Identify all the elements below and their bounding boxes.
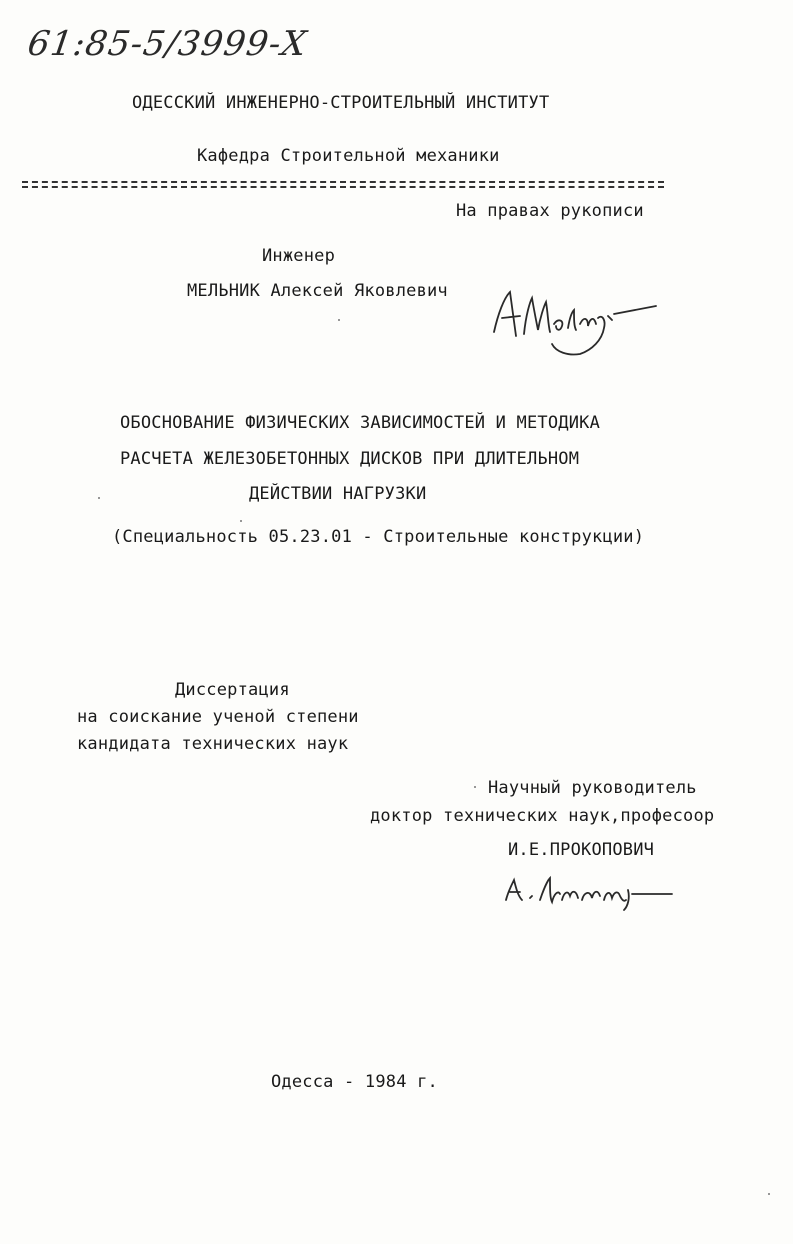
supervisor-name: И.Е.ПРОКОПОВИЧ bbox=[508, 840, 655, 860]
author-name: МЕЛЬНИК Алексей Яковлевич bbox=[187, 281, 448, 301]
title-line-2: РАСЧЕТА ЖЕЛЕЗОБЕТОННЫХ ДИСКОВ ПРИ ДЛИТЕЛЬНОМ bbox=[120, 449, 580, 469]
title-line-3: ДЕЙСТВИИ НАГРУЗКИ bbox=[249, 484, 427, 504]
department-name: Кафедра Строительной механики bbox=[197, 146, 500, 166]
dissertation-line-1: Диссертация bbox=[175, 680, 290, 700]
scan-speck bbox=[474, 786, 476, 788]
title-line-1: ОБОСНОВАНИЕ ФИЗИЧЕСКИХ ЗАВИСИМОСТЕЙ И МЕТОДИКА bbox=[120, 413, 601, 433]
archive-stamp: 61:85-5/3999-Х bbox=[25, 24, 310, 64]
dissertation-line-2: на соискание ученой степени bbox=[77, 707, 359, 727]
scan-speck bbox=[98, 497, 100, 499]
institute-name: ОДЕССКИЙ ИНЖЕНЕРНО-СТРОИТЕЛЬНЫЙ ИНСТИТУТ bbox=[132, 93, 550, 113]
scan-speck bbox=[338, 319, 340, 321]
supervisor-signature bbox=[500, 870, 680, 920]
dissertation-line-3: кандидата технических наук bbox=[77, 734, 349, 754]
supervisor-degree: доктор технических наук,професоор bbox=[370, 806, 715, 826]
header-divider-top bbox=[22, 181, 664, 183]
place-year: Одесса - 1984 г. bbox=[271, 1072, 438, 1092]
author-signature bbox=[484, 284, 664, 364]
author-position: Инженер bbox=[262, 246, 336, 266]
specialty: (Специальность 05.23.01 - Строительные конструкции) bbox=[112, 527, 645, 547]
supervisor-role: Научный руководитель bbox=[488, 778, 697, 798]
scan-speck bbox=[240, 520, 242, 522]
scan-speck bbox=[768, 1193, 770, 1195]
header-divider-bottom bbox=[22, 186, 664, 188]
manuscript-note: На правах рукописи bbox=[456, 201, 644, 221]
